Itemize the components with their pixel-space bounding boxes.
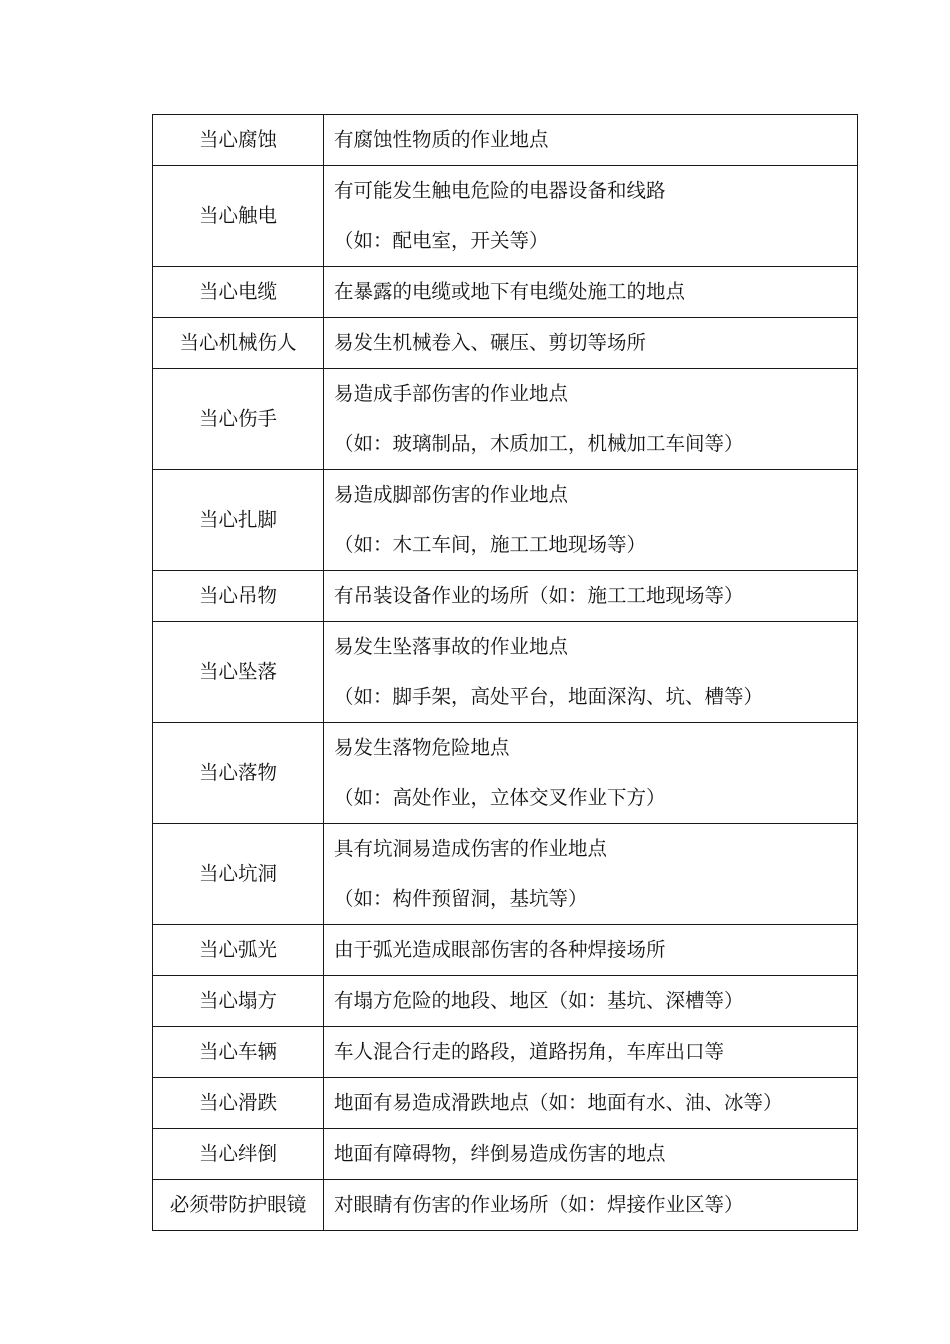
sign-name-cell: 当心触电 — [153, 166, 324, 267]
sign-name-cell: 当心塌方 — [153, 976, 324, 1027]
sign-description-cell — [324, 824, 858, 925]
sign-name-cell: 当心伤手 — [153, 369, 324, 470]
document-page — [152, 114, 858, 1231]
description-line: （如：木工车间，施工工地现场等） — [334, 533, 647, 556]
table-row — [153, 1180, 858, 1231]
description-line: 由于弧光造成眼部伤害的各种焊接场所 — [334, 938, 666, 961]
table-row — [153, 1078, 858, 1129]
sign-description-cell — [324, 369, 858, 470]
table-row — [153, 723, 858, 824]
table-row — [153, 1129, 858, 1180]
description-line: 易发生落物危险地点 — [334, 736, 510, 759]
description-line: 对眼睛有伤害的作业场所（如：焊接作业区等） — [334, 1193, 744, 1216]
safety-sign-table — [152, 114, 858, 1231]
sign-name-cell: 当心腐蚀 — [153, 115, 324, 166]
description-line: （如：脚手架，高处平台，地面深沟、坑、槽等） — [334, 685, 764, 708]
description-line: 具有坑洞易造成伤害的作业地点 — [334, 837, 608, 860]
sign-description-cell — [324, 976, 858, 1027]
table-row — [153, 925, 858, 976]
table-row — [153, 115, 858, 166]
sign-name-cell: 当心吊物 — [153, 571, 324, 622]
description-line: 易发生机械卷入、碾压、剪切等场所 — [334, 331, 647, 354]
sign-name-cell: 当心机械伤人 — [153, 318, 324, 369]
sign-description-cell — [324, 622, 858, 723]
description-line: （如：配电室，开关等） — [334, 229, 549, 252]
sign-description-cell — [324, 1129, 858, 1180]
table-row — [153, 470, 858, 571]
description-line: 地面有障碍物，绊倒易造成伤害的地点 — [334, 1142, 666, 1165]
sign-description-cell — [324, 166, 858, 267]
description-line: 地面有易造成滑跌地点（如：地面有水、油、冰等） — [334, 1091, 783, 1114]
description-line: 车人混合行走的路段，道路拐角，车库出口等 — [334, 1040, 725, 1063]
description-line: （如：玻璃制品，木质加工，机械加工车间等） — [334, 432, 744, 455]
sign-description-cell — [324, 1027, 858, 1078]
description-line: （如：构件预留洞，基坑等） — [334, 887, 588, 910]
sign-description-cell — [324, 1180, 858, 1231]
sign-name-cell: 当心车辆 — [153, 1027, 324, 1078]
table-row — [153, 318, 858, 369]
sign-description-cell — [324, 115, 858, 166]
description-line: 有腐蚀性物质的作业地点 — [334, 128, 549, 151]
description-line: 有吊装设备作业的场所（如：施工工地现场等） — [334, 584, 744, 607]
table-row — [153, 1027, 858, 1078]
sign-name-cell: 当心坑洞 — [153, 824, 324, 925]
table-row — [153, 571, 858, 622]
sign-description-cell — [324, 318, 858, 369]
sign-name-cell: 当心坠落 — [153, 622, 324, 723]
description-line: 有塌方危险的地段、地区（如：基坑、深槽等） — [334, 989, 744, 1012]
sign-name-cell: 当心弧光 — [153, 925, 324, 976]
table-row — [153, 976, 858, 1027]
sign-description-cell — [324, 1078, 858, 1129]
sign-name-cell: 当心落物 — [153, 723, 324, 824]
sign-name-cell: 当心电缆 — [153, 267, 324, 318]
description-line: 在暴露的电缆或地下有电缆处施工的地点 — [334, 280, 686, 303]
description-line: （如：高处作业，立体交叉作业下方） — [334, 786, 666, 809]
sign-name-cell: 当心绊倒 — [153, 1129, 324, 1180]
table-row — [153, 166, 858, 267]
sign-name-cell: 当心扎脚 — [153, 470, 324, 571]
table-row — [153, 824, 858, 925]
sign-description-cell — [324, 925, 858, 976]
sign-name-cell: 当心滑跌 — [153, 1078, 324, 1129]
description-line: 有可能发生触电危险的电器设备和线路 — [334, 179, 666, 202]
sign-name-cell: 必须带防护眼镜 — [153, 1180, 324, 1231]
table-row — [153, 369, 858, 470]
table-row — [153, 267, 858, 318]
sign-description-cell — [324, 267, 858, 318]
table-body — [153, 115, 858, 1231]
description-line: 易发生坠落事故的作业地点 — [334, 635, 569, 658]
sign-description-cell — [324, 723, 858, 824]
sign-description-cell — [324, 571, 858, 622]
description-line: 易造成手部伤害的作业地点 — [334, 382, 569, 405]
table-row — [153, 622, 858, 723]
description-line: 易造成脚部伤害的作业地点 — [334, 483, 569, 506]
sign-description-cell — [324, 470, 858, 571]
